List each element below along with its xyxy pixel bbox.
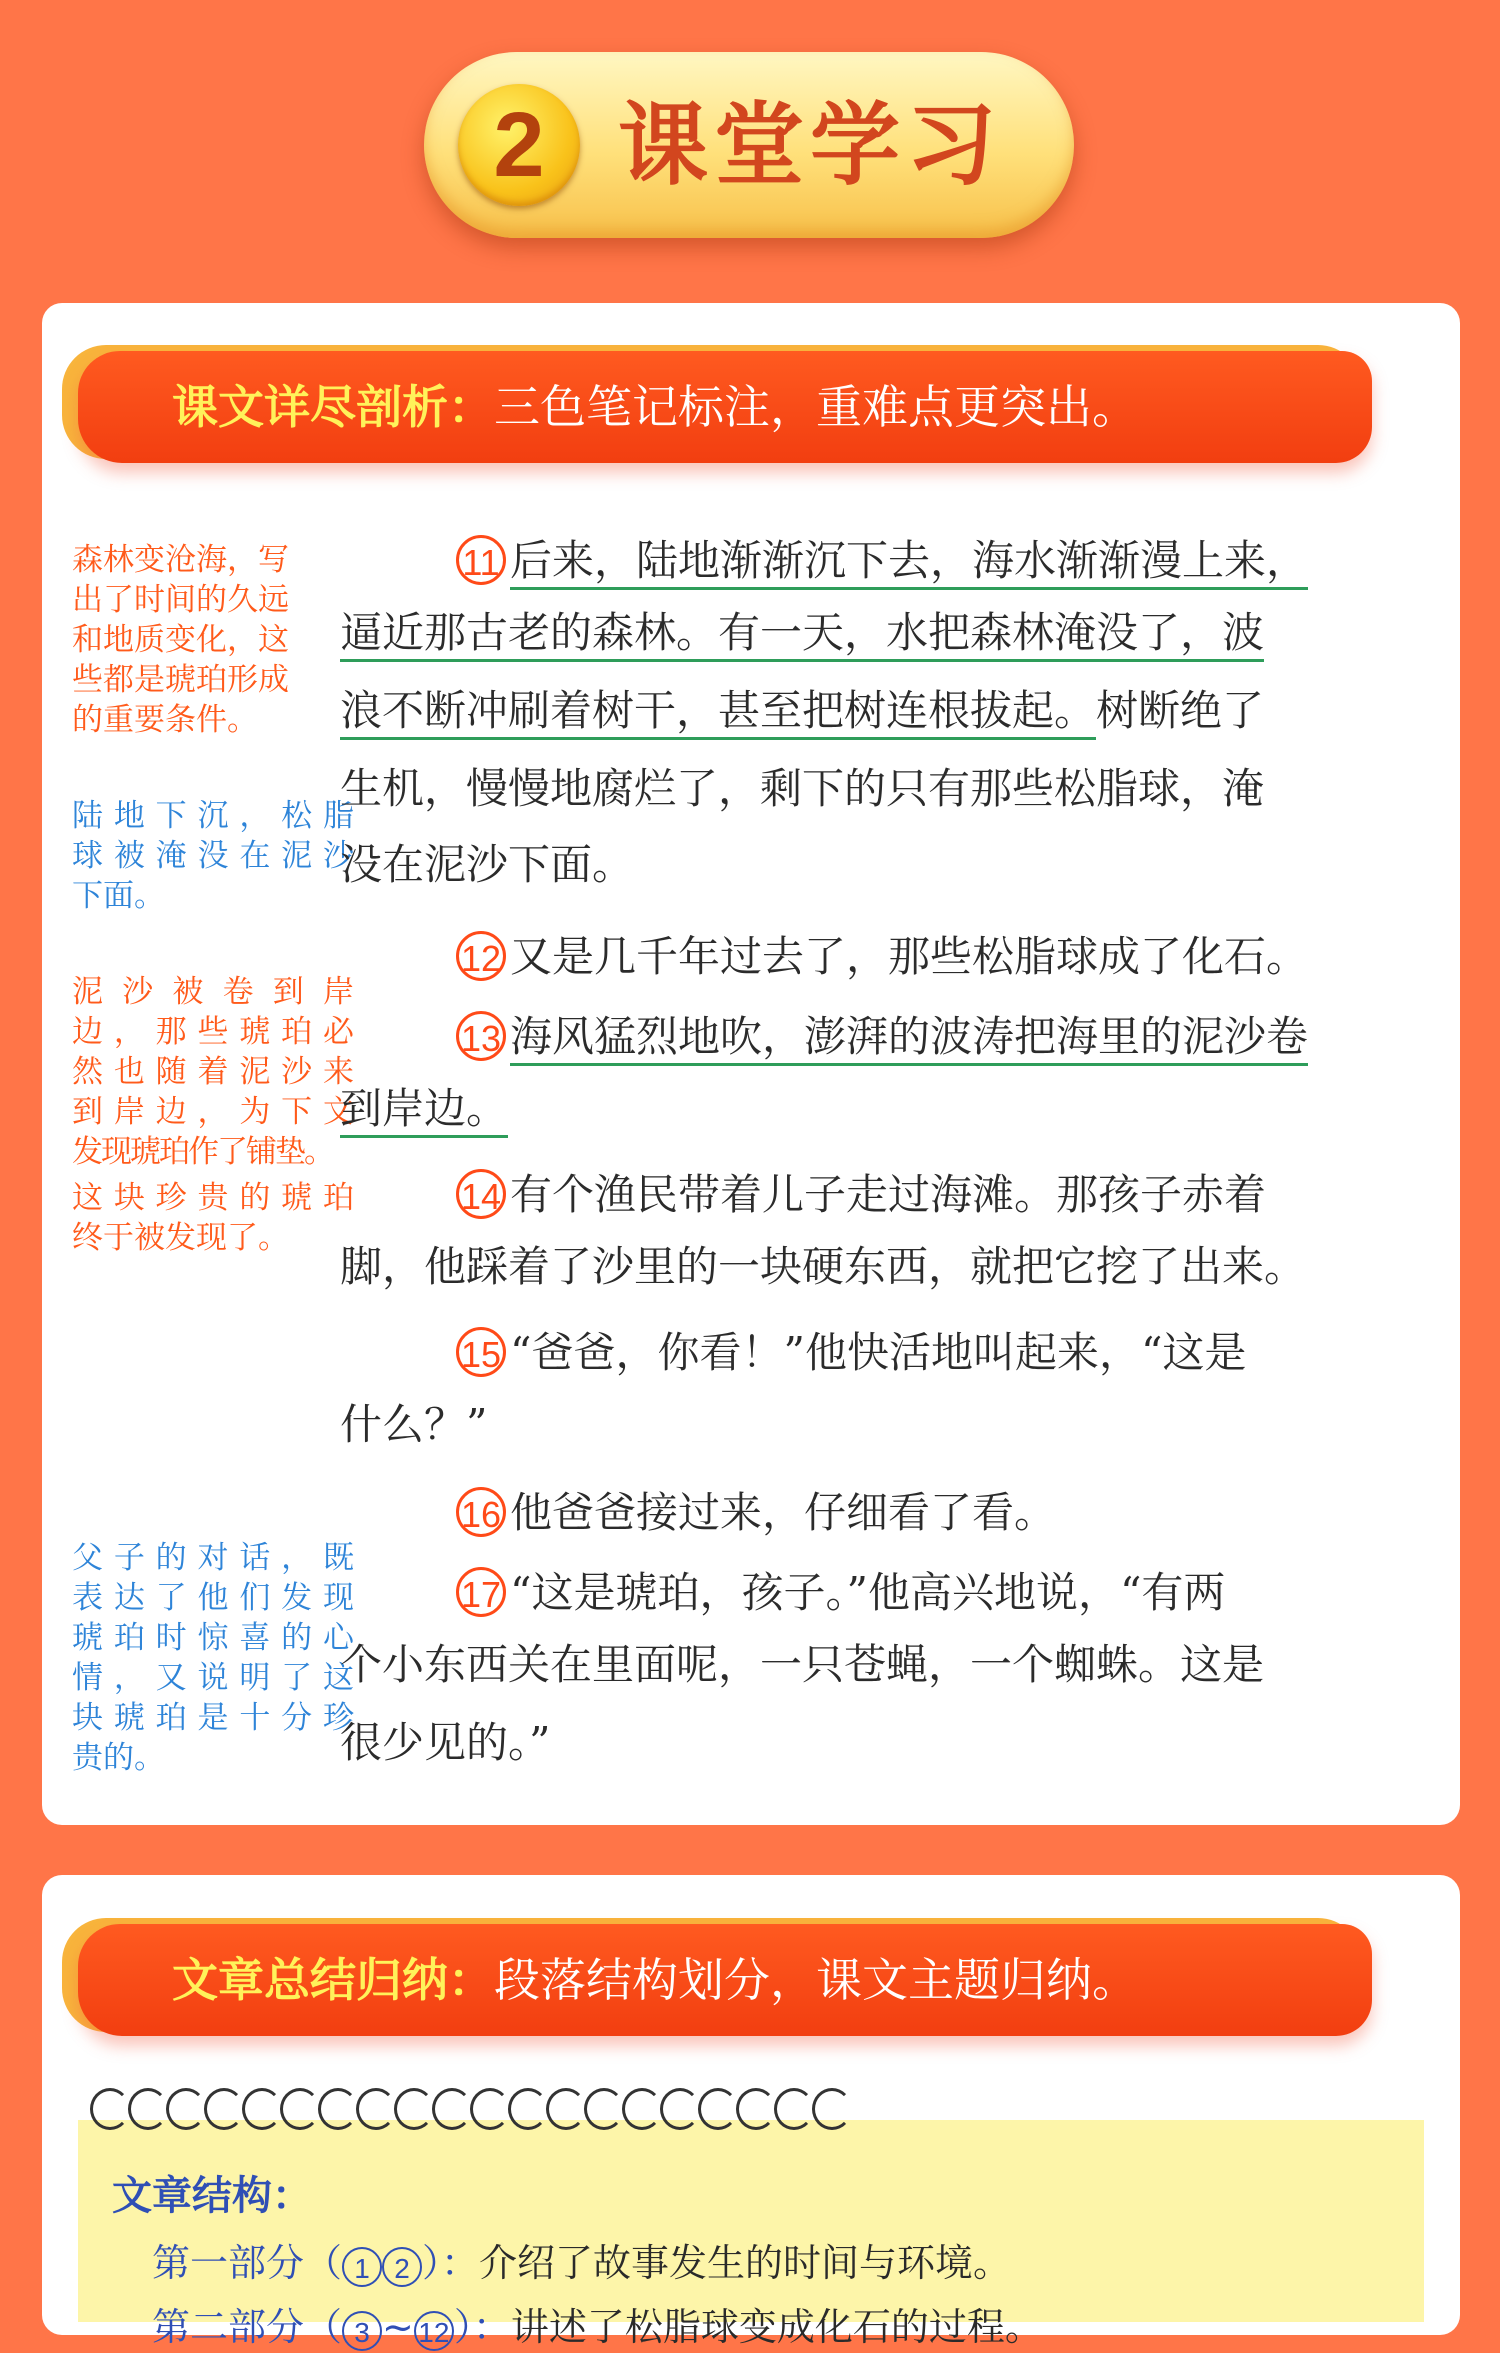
annotation-note: 泥沙被卷到岸 边，那些琥珀必 然也随着泥沙来 到岸边，为下文 发现琥珀作了铺垫。 bbox=[72, 974, 354, 1170]
structure-row-2: 第二部分（ 3 ~ 12 ）：讲述了松脂球变成化石的过程。 bbox=[152, 2305, 1043, 2349]
structure-heading: 文章结构： bbox=[112, 2173, 312, 2219]
annotation-note: 森林变沧海，写 出了时间的久远 和地质变化，这 些都是琥珀形成 的重要条件。 bbox=[72, 542, 289, 738]
annotation-note: 父子的对话，既 表达了他们发现 琥珀时惊喜的心 情，又说明了这 块琥珀是十分珍 贵的。 bbox=[72, 1540, 354, 1776]
notebook-spiral bbox=[90, 2088, 850, 2132]
paragraph-number-16: 16 bbox=[456, 1487, 506, 1537]
banner-subtitle: 段落结构划分，课文主题归纳。 bbox=[494, 1953, 1138, 2007]
banner-subtitle: 三色笔记标注，重难点更突出。 bbox=[494, 380, 1138, 434]
banner-key: 文章总结归纳： bbox=[172, 1953, 494, 2007]
annotation-note: 陆地下沉，松脂 球被淹没在泥沙 下面。 bbox=[72, 798, 354, 914]
paragraph-number-15: 15 bbox=[456, 1327, 506, 1377]
structure-row-1: 第一部分（ 1 2 ）：介绍了故事发生的时间与环境。 bbox=[152, 2241, 1012, 2285]
paragraph-number-12: 12 bbox=[456, 931, 506, 981]
paragraph-number-13: 13 bbox=[456, 1011, 506, 1061]
paragraph-number-11: 11 bbox=[456, 535, 506, 585]
analysis-banner bbox=[62, 345, 1372, 459]
summary-banner bbox=[62, 1918, 1372, 2032]
banner-key: 课文详尽剖析： bbox=[172, 380, 494, 434]
notebook-panel bbox=[78, 2120, 1424, 2322]
section-number-badge: 2 bbox=[458, 84, 580, 206]
paragraph-number-14: 14 bbox=[456, 1169, 506, 1219]
paragraph-number-17: 17 bbox=[456, 1567, 506, 1617]
annotation-note: 这块珍贵的琥珀 终于被发现了。 bbox=[72, 1180, 354, 1256]
section-title: 课堂学习 bbox=[618, 93, 1002, 198]
